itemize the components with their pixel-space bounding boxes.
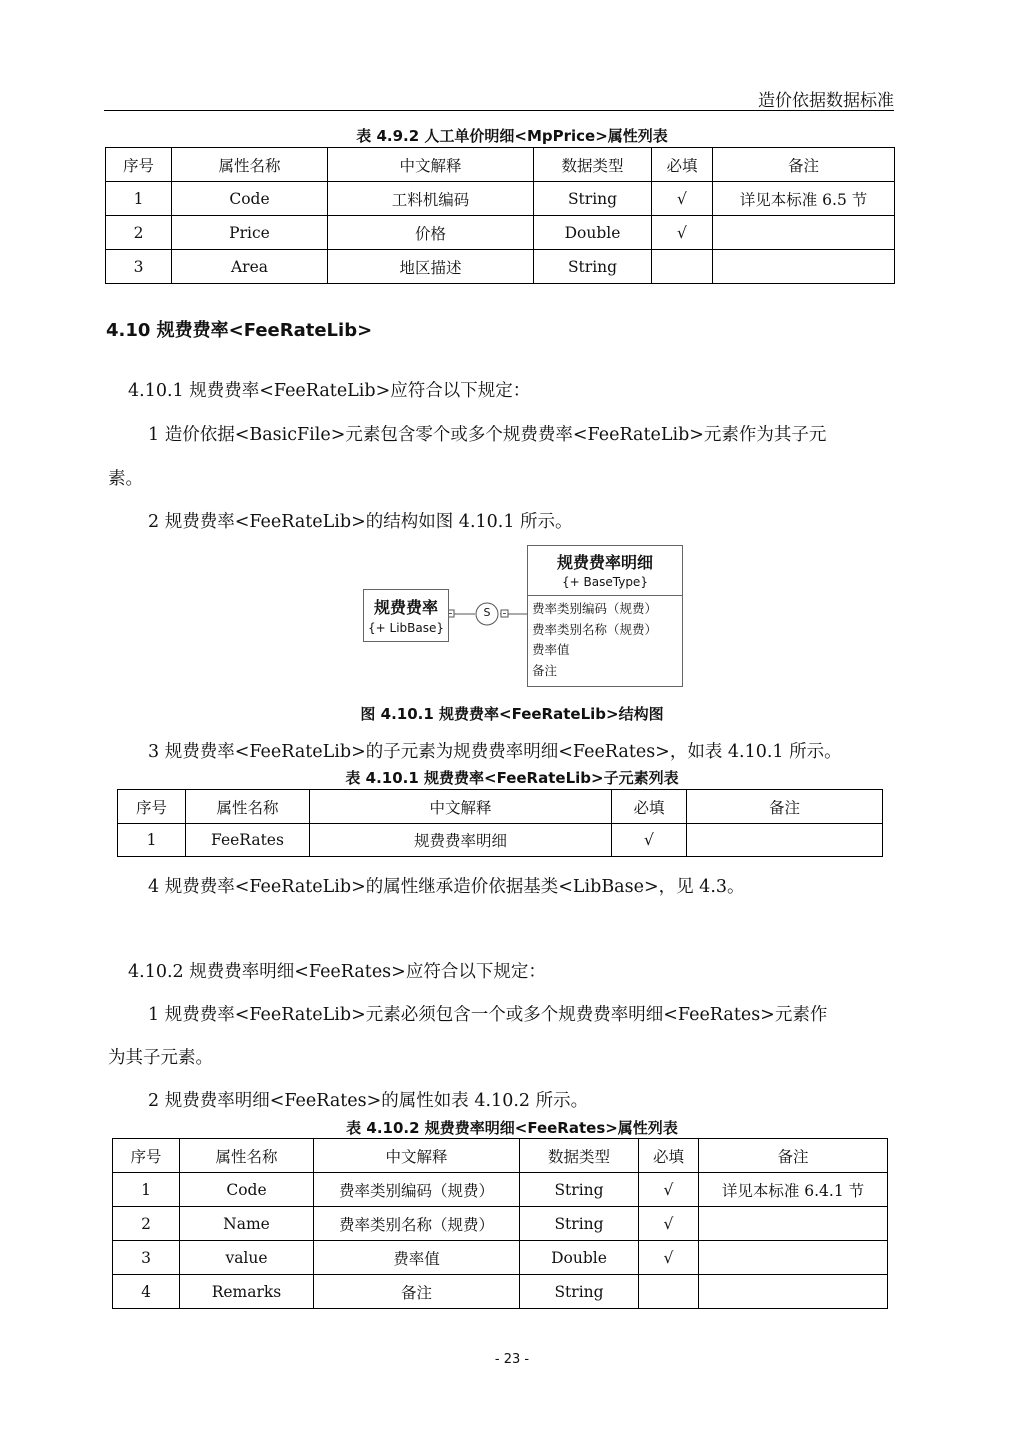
paragraph-text: 2 规费费率明细<FeeRates>的属性如表 4.10.2 所示。	[148, 1091, 589, 1111]
table-cell: Code	[180, 1173, 314, 1207]
node-attribute: 备注	[532, 662, 558, 678]
node-attribute: 费率类别名称（规费）	[532, 621, 658, 637]
paragraph-text: 2 规费费率<FeeRateLib>的结构如图 4.10.1 所示。	[148, 512, 573, 532]
table-cell: 规费费率明细	[310, 824, 612, 857]
table3-header-row	[113, 1139, 888, 1173]
node-title: 规费费率	[373, 598, 438, 617]
table-cell: FeeRates	[186, 824, 310, 857]
table-cell	[652, 250, 713, 284]
table-cell: 4	[113, 1275, 180, 1309]
table-cell: √	[639, 1207, 699, 1241]
table1-header-cell: 数据类型	[534, 148, 652, 182]
table-cell: 详见本标准 6.4.1 节	[699, 1173, 888, 1207]
table3-header-cell: 必填	[639, 1139, 699, 1173]
figure-caption: 图 4.10.1 规费费率<FeeRateLib>结构图	[360, 705, 664, 723]
table-cell: String	[534, 182, 652, 216]
table2-caption: 表 4.10.1 规费费率<FeeRateLib>子元素列表	[345, 769, 679, 787]
table-cell: 1	[113, 1173, 180, 1207]
table-cell: 费率类别编码（规费）	[314, 1173, 520, 1207]
table-cell: 2	[106, 216, 172, 250]
table-row	[113, 1173, 888, 1207]
clause-4-10-2: 4.10.2 规费费率明细<FeeRates>应符合以下规定：	[128, 962, 546, 982]
table-cell: Code	[172, 182, 328, 216]
table2-header-cell: 必填	[612, 790, 687, 824]
table-cell	[713, 216, 895, 250]
table3-caption: 表 4.10.2 规费费率明细<FeeRates>属性列表	[346, 1119, 678, 1137]
table1-header-cell: 必填	[652, 148, 713, 182]
diagram-node-feerates	[527, 545, 683, 687]
section-heading: 4.10 规费费率<FeeRateLib>	[106, 320, 373, 341]
table-cell	[713, 250, 895, 284]
table-cell	[639, 1275, 699, 1309]
table3-header-cell: 中文解释	[314, 1139, 520, 1173]
table-cell: value	[180, 1241, 314, 1275]
table1-caption: 表 4.9.2 人工单价明细<MpPrice>属性列表	[356, 127, 668, 145]
table1-header-cell: 属性名称	[172, 148, 328, 182]
table2	[117, 789, 883, 857]
table2-header-cell: 属性名称	[186, 790, 310, 824]
node-attribute: 费率类别编码（规费）	[532, 601, 658, 616]
node-attribute: 费率值	[532, 642, 570, 657]
table2-header-cell: 中文解释	[310, 790, 612, 824]
table-row	[113, 1241, 888, 1275]
paragraph-text: 1 规费费率<FeeRateLib>元素必须包含一个或多个规费费率明细<FeeRates>元素作	[148, 1005, 828, 1025]
table-cell: 1	[106, 182, 172, 216]
clause-4-10-1: 4.10.1 规费费率<FeeRateLib>应符合以下规定：	[128, 381, 531, 401]
table-cell: String	[520, 1173, 639, 1207]
table1-header-row	[106, 148, 895, 182]
paragraph-text: 4 规费费率<FeeRateLib>的属性继承造价依据基类<LibBase>，见 4.3。	[148, 877, 745, 897]
header-rule	[104, 110, 894, 111]
sequence-symbol: S	[483, 606, 491, 619]
diagram-node-feeratelib	[363, 589, 449, 642]
table3-header-cell: 数据类型	[520, 1139, 639, 1173]
table1-header-cell: 中文解释	[328, 148, 534, 182]
table-row	[106, 216, 895, 250]
table-cell: Area	[172, 250, 328, 284]
table-cell: 3	[113, 1241, 180, 1275]
table-cell	[699, 1275, 888, 1309]
table2-header-row	[118, 790, 883, 824]
page-header-title: 造价依据数据标准	[758, 91, 894, 111]
table-cell: 备注	[314, 1275, 520, 1309]
table-cell: String	[520, 1207, 639, 1241]
table-cell: 费率值	[314, 1241, 520, 1275]
table3	[112, 1138, 888, 1309]
table-cell: √	[652, 216, 713, 250]
table-cell: String	[520, 1275, 639, 1309]
paragraph-text: 3 规费费率<FeeRateLib>的子元素为规费费率明细<FeeRates>，如表 4.10.1 所示。	[148, 742, 842, 762]
table-cell	[699, 1207, 888, 1241]
table2-header-cell: 备注	[687, 790, 883, 824]
structure-diagram	[350, 540, 690, 692]
table3-header-cell: 属性名称	[180, 1139, 314, 1173]
table-cell: Double	[520, 1241, 639, 1275]
table-cell: String	[534, 250, 652, 284]
table1	[105, 147, 895, 284]
table-cell: √	[652, 182, 713, 216]
table1-header-cell: 备注	[713, 148, 895, 182]
table-cell: 费率类别名称（规费）	[314, 1207, 520, 1241]
paragraph-text: 1 造价依据<BasicFile>元素包含零个或多个规费费率<FeeRateLib>元素作为其子元	[148, 425, 827, 445]
table-cell: Price	[172, 216, 328, 250]
table-cell: 1	[118, 824, 186, 857]
node-base-type: {+ LibBase}	[368, 621, 444, 635]
table-cell: Remarks	[180, 1275, 314, 1309]
table-cell: 工料机编码	[328, 182, 534, 216]
table-cell: 3	[106, 250, 172, 284]
paragraph-text: 素。	[108, 469, 143, 489]
node-attribute-list	[528, 595, 682, 681]
table-cell: Double	[534, 216, 652, 250]
page-number: - 23 -	[494, 1352, 530, 1367]
table-row	[113, 1207, 888, 1241]
table1-header-cell: 序号	[106, 148, 172, 182]
table-cell: √	[639, 1241, 699, 1275]
paragraph-text: 为其子元素。	[108, 1048, 213, 1068]
table-row	[106, 250, 895, 284]
table3-header-cell: 序号	[113, 1139, 180, 1173]
table2-header-cell: 序号	[118, 790, 186, 824]
table-cell: 2	[113, 1207, 180, 1241]
table-cell: √	[639, 1173, 699, 1207]
node-title: 规费费率明细	[556, 553, 653, 572]
table-row	[106, 182, 895, 216]
table-cell: 价格	[328, 216, 534, 250]
table-row	[118, 824, 883, 857]
table-cell: 地区描述	[328, 250, 534, 284]
node-base-type: {+ BaseType}	[562, 575, 648, 589]
table-cell	[699, 1241, 888, 1275]
table-row	[113, 1275, 888, 1309]
table-cell: 详见本标准 6.5 节	[713, 182, 895, 216]
table-cell: Name	[180, 1207, 314, 1241]
table-cell: √	[612, 824, 687, 857]
table3-header-cell: 备注	[699, 1139, 888, 1173]
table-cell	[687, 824, 883, 857]
